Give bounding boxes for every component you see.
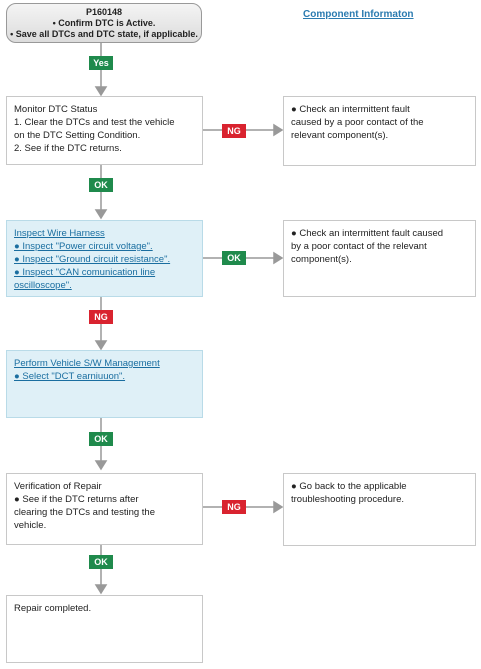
step4-line-1: ● See if the DTC returns after [14,494,139,505]
select-dct-link[interactable]: ● Select "DCT earniuuon". [14,371,126,382]
inspect-wire-harness-link[interactable]: Inspect Wire Harness [14,228,105,239]
component-information-link[interactable]: Component Informaton [303,9,414,20]
step1-line-3: 2. See if the DTC returns. [14,143,122,154]
inspect-ground-circuit-link[interactable]: ● Inspect "Ground circuit resistance". [14,254,171,265]
ok-label-3: OK [89,432,113,446]
step4-line-3: vehicle. [14,520,47,531]
side2-line-1: ● Check an intermittent fault caused [291,228,444,239]
ok-label-1: OK [89,178,113,192]
side4-line-1: ● Go back to the applicable [291,481,407,492]
side2-line-2: by a poor contact of the relevant [291,241,427,252]
inspect-power-circuit-link[interactable]: ● Inspect "Power circuit voltage". [14,241,153,252]
side1-line-1: ● Check an intermittent fault [291,104,410,115]
side-intermittent-fault-2 [283,220,476,297]
step4-line-2: clearing the DTCs and testing the [14,507,155,518]
side4-line-2: troubleshooting procedure. [291,494,405,505]
start-line-1: • Confirm DTC is Active. [52,18,156,28]
yes-label: Yes [89,56,113,70]
side-back-to-troubleshooting [283,473,476,546]
start-line-2: • Save all DTCs and DTC state, if applicable. [10,29,198,39]
ng-label-3: NG [222,500,246,514]
step1-line-1: 1. Clear the DTCs and test the vehicle [14,117,175,128]
side1-line-3: relevant component(s). [291,130,389,141]
perform-sw-management-link[interactable]: Perform Vehicle S/W Management [14,358,160,369]
ng-label-1: NG [222,124,246,138]
start-node [6,3,202,43]
step-verification-of-repair [6,473,203,545]
side2-line-3: component(s). [291,254,352,265]
inspect-can-line-link[interactable]: ● Inspect "CAN comunication line [14,267,156,278]
dtc-code: P160148 [85,7,123,17]
inspect-can-line-link-cont[interactable]: oscilloscope". [14,280,72,291]
step-inspect-wire-harness [6,220,203,297]
step-monitor-dtc-status [6,96,203,165]
step1-title: Monitor DTC Status [14,104,98,115]
ok-label-4: OK [89,555,113,569]
step1-line-2: on the DTC Setting Condition. [14,130,141,141]
side-intermittent-fault-1 [283,96,476,166]
side1-line-2: caused by a poor contact of the [291,117,424,128]
step4-title: Verification of Repair [14,481,102,492]
ng-label-2: NG [89,310,113,324]
ok-label-2: OK [222,251,246,265]
step-vehicle-sw-management [6,350,203,418]
step5-title: Repair completed. [14,603,92,614]
step-repair-completed [6,595,203,663]
